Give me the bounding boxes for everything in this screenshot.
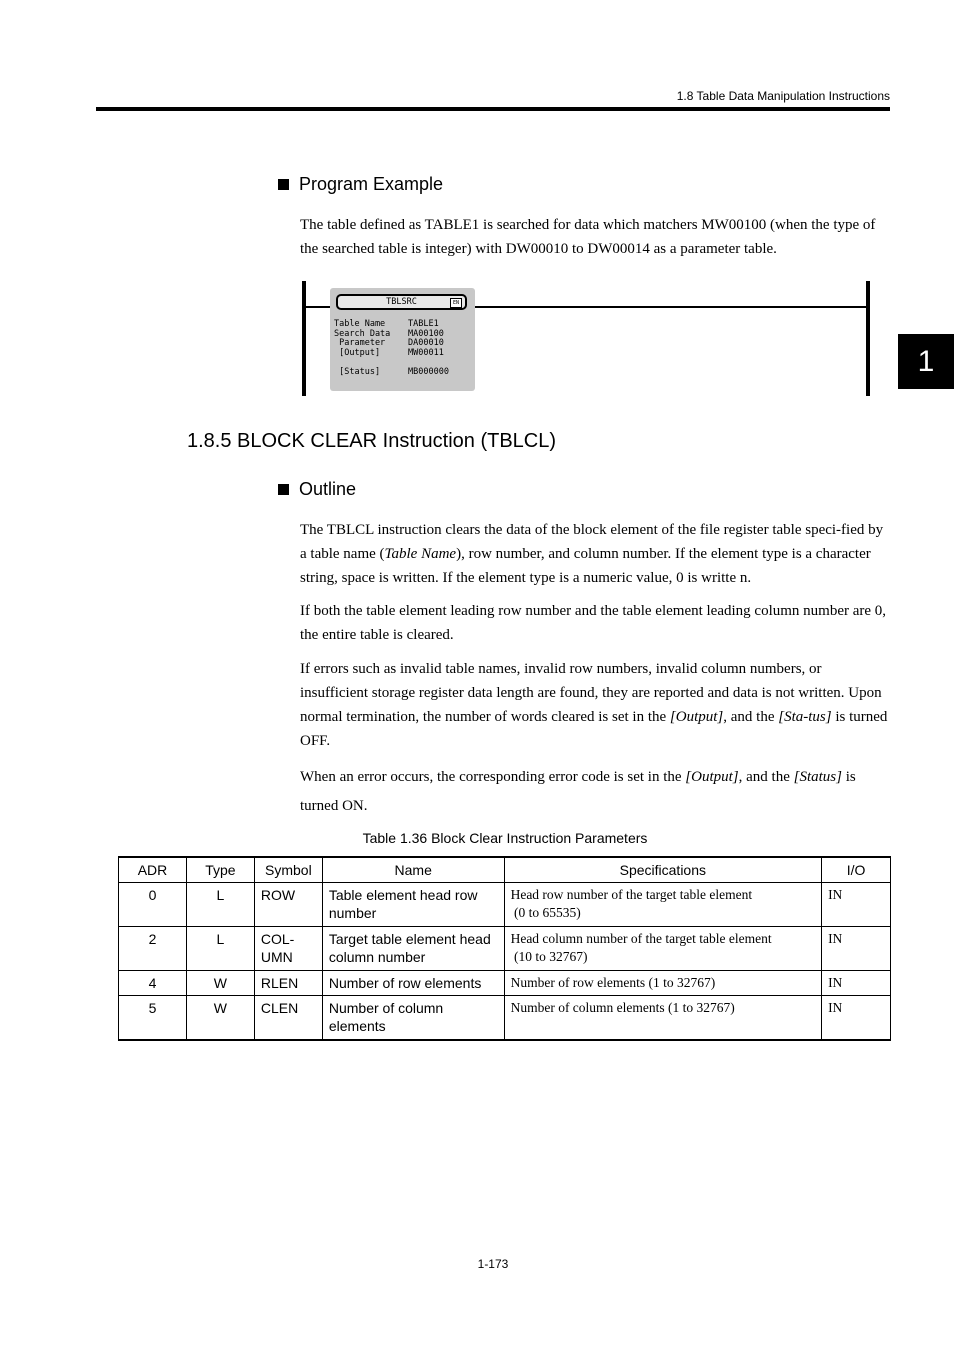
ladder-wire: [474, 306, 866, 308]
cell-name: Number of column elements: [322, 996, 504, 1040]
table-row: [119, 927, 891, 971]
cell-symbol: CLEN: [254, 996, 322, 1040]
outline-paragraph-3: If errors such as invalid table names, invalid row numbers, invalid column numbers, or insufficient storage register data length are found, they are reported and data is not written. Upon normal termination, the number of words cleared is set in the [Output], and the [Sta-tus] is turned OFF.: [300, 661, 888, 749]
ladder-diagram: [302, 281, 872, 397]
cell-io: IN: [822, 996, 891, 1040]
square-bullet-icon: [278, 484, 289, 495]
cell-io: IN: [822, 927, 891, 971]
cell-type: W: [186, 996, 254, 1040]
left-power-rail: [302, 281, 306, 396]
block-row-label: Search Data: [334, 328, 391, 339]
column-header: I/O: [822, 857, 891, 883]
program-example-heading: [278, 174, 443, 195]
cell-io: IN: [822, 971, 891, 996]
block-row-label: [Status]: [334, 367, 381, 377]
column-header: Type: [186, 857, 254, 883]
table-row: [119, 996, 891, 1040]
block-title: [336, 294, 467, 310]
section-heading: 1.8.5 BLOCK CLEAR Instruction (TBLCL): [187, 430, 557, 452]
block-title-text: TBLSRC: [386, 297, 417, 307]
right-power-rail: [866, 281, 870, 396]
cell-type: W: [186, 971, 254, 996]
column-header: Symbol: [254, 857, 322, 883]
cell-name: Number of row elements: [322, 971, 504, 996]
block-row-label: Parameter: [334, 338, 386, 349]
cell-specifications: Number of row elements (1 to 32767): [504, 971, 821, 996]
cell-adr: 4: [119, 971, 187, 996]
ladder-wire: [306, 306, 332, 308]
cell-adr: 0: [119, 883, 187, 927]
cell-symbol: ROW: [254, 883, 322, 927]
cell-type: L: [186, 927, 254, 971]
cell-name: Target table element head column number: [322, 927, 504, 971]
square-bullet-icon: [278, 179, 289, 190]
chapter-tab: 1: [898, 334, 954, 389]
running-header: 1.8 Table Data Manipulation Instructions: [676, 89, 890, 103]
cell-symbol: RLEN: [254, 971, 322, 996]
block-row-value: MW00011: [408, 347, 444, 358]
tblsrc-function-block: [330, 288, 475, 391]
cell-adr: 2: [119, 927, 187, 971]
outline-heading: [278, 479, 356, 500]
outline-heading-text: Outline: [299, 479, 357, 499]
cell-specifications: Head row number of the target table element (0 to 65535): [504, 883, 821, 927]
program-example-text: The table defined as TABLE1 is searched for data which matchers MW00100 (when the type of the searched table is integer) with DW00010 to DW00014 as a parameter table.: [300, 217, 876, 257]
column-header: Specifications: [504, 857, 821, 883]
program-example-heading-text: Program Example: [299, 174, 444, 194]
cell-symbol: COL-UMN: [254, 927, 322, 971]
block-row-label: [Output]: [334, 347, 381, 358]
parameters-table: [118, 856, 891, 1041]
column-header: Name: [322, 857, 504, 883]
cell-adr: 5: [119, 996, 187, 1040]
table-row: [119, 883, 891, 927]
cell-specifications: Number of column elements (1 to 32767): [504, 996, 821, 1040]
cell-name: Table element head row number: [322, 883, 504, 927]
block-row-value: DA00010: [408, 338, 444, 349]
block-row-label: Table Name: [334, 319, 386, 329]
outline-paragraph-1: The TBLCL instruction clears the data of the block element of the file register table speci-fied by a table name (Table Name), row number, and column number. If the element type is a character string, space is written. If the element type is a numeric value, 0 is writte n.: [300, 522, 884, 586]
page-number: 1-173: [477, 1257, 509, 1271]
block-row-value: TABLE1: [408, 319, 439, 329]
block-row-value: MB000000: [408, 367, 449, 377]
table-caption: Table 1.36 Block Clear Instruction Parameters: [362, 830, 648, 846]
column-header: ADR: [119, 857, 187, 883]
cell-specifications: Head column number of the target table element (10 to 32767): [504, 927, 821, 971]
table-header-row: [119, 857, 891, 883]
outline-paragraph-2: If both the table element leading row number and the table element leading column number are 0, the entire table is cleared.: [300, 603, 887, 643]
block-row-value: MA00100: [408, 328, 444, 339]
block-badge: EN: [450, 298, 462, 308]
cell-type: L: [186, 883, 254, 927]
table-row: [119, 971, 891, 996]
outline-paragraph-4: When an error occurs, the corresponding error code is set in the [Output], and the [Status] is turned ON.: [300, 769, 856, 814]
cell-io: IN: [822, 883, 891, 927]
header-rule: [96, 107, 890, 111]
